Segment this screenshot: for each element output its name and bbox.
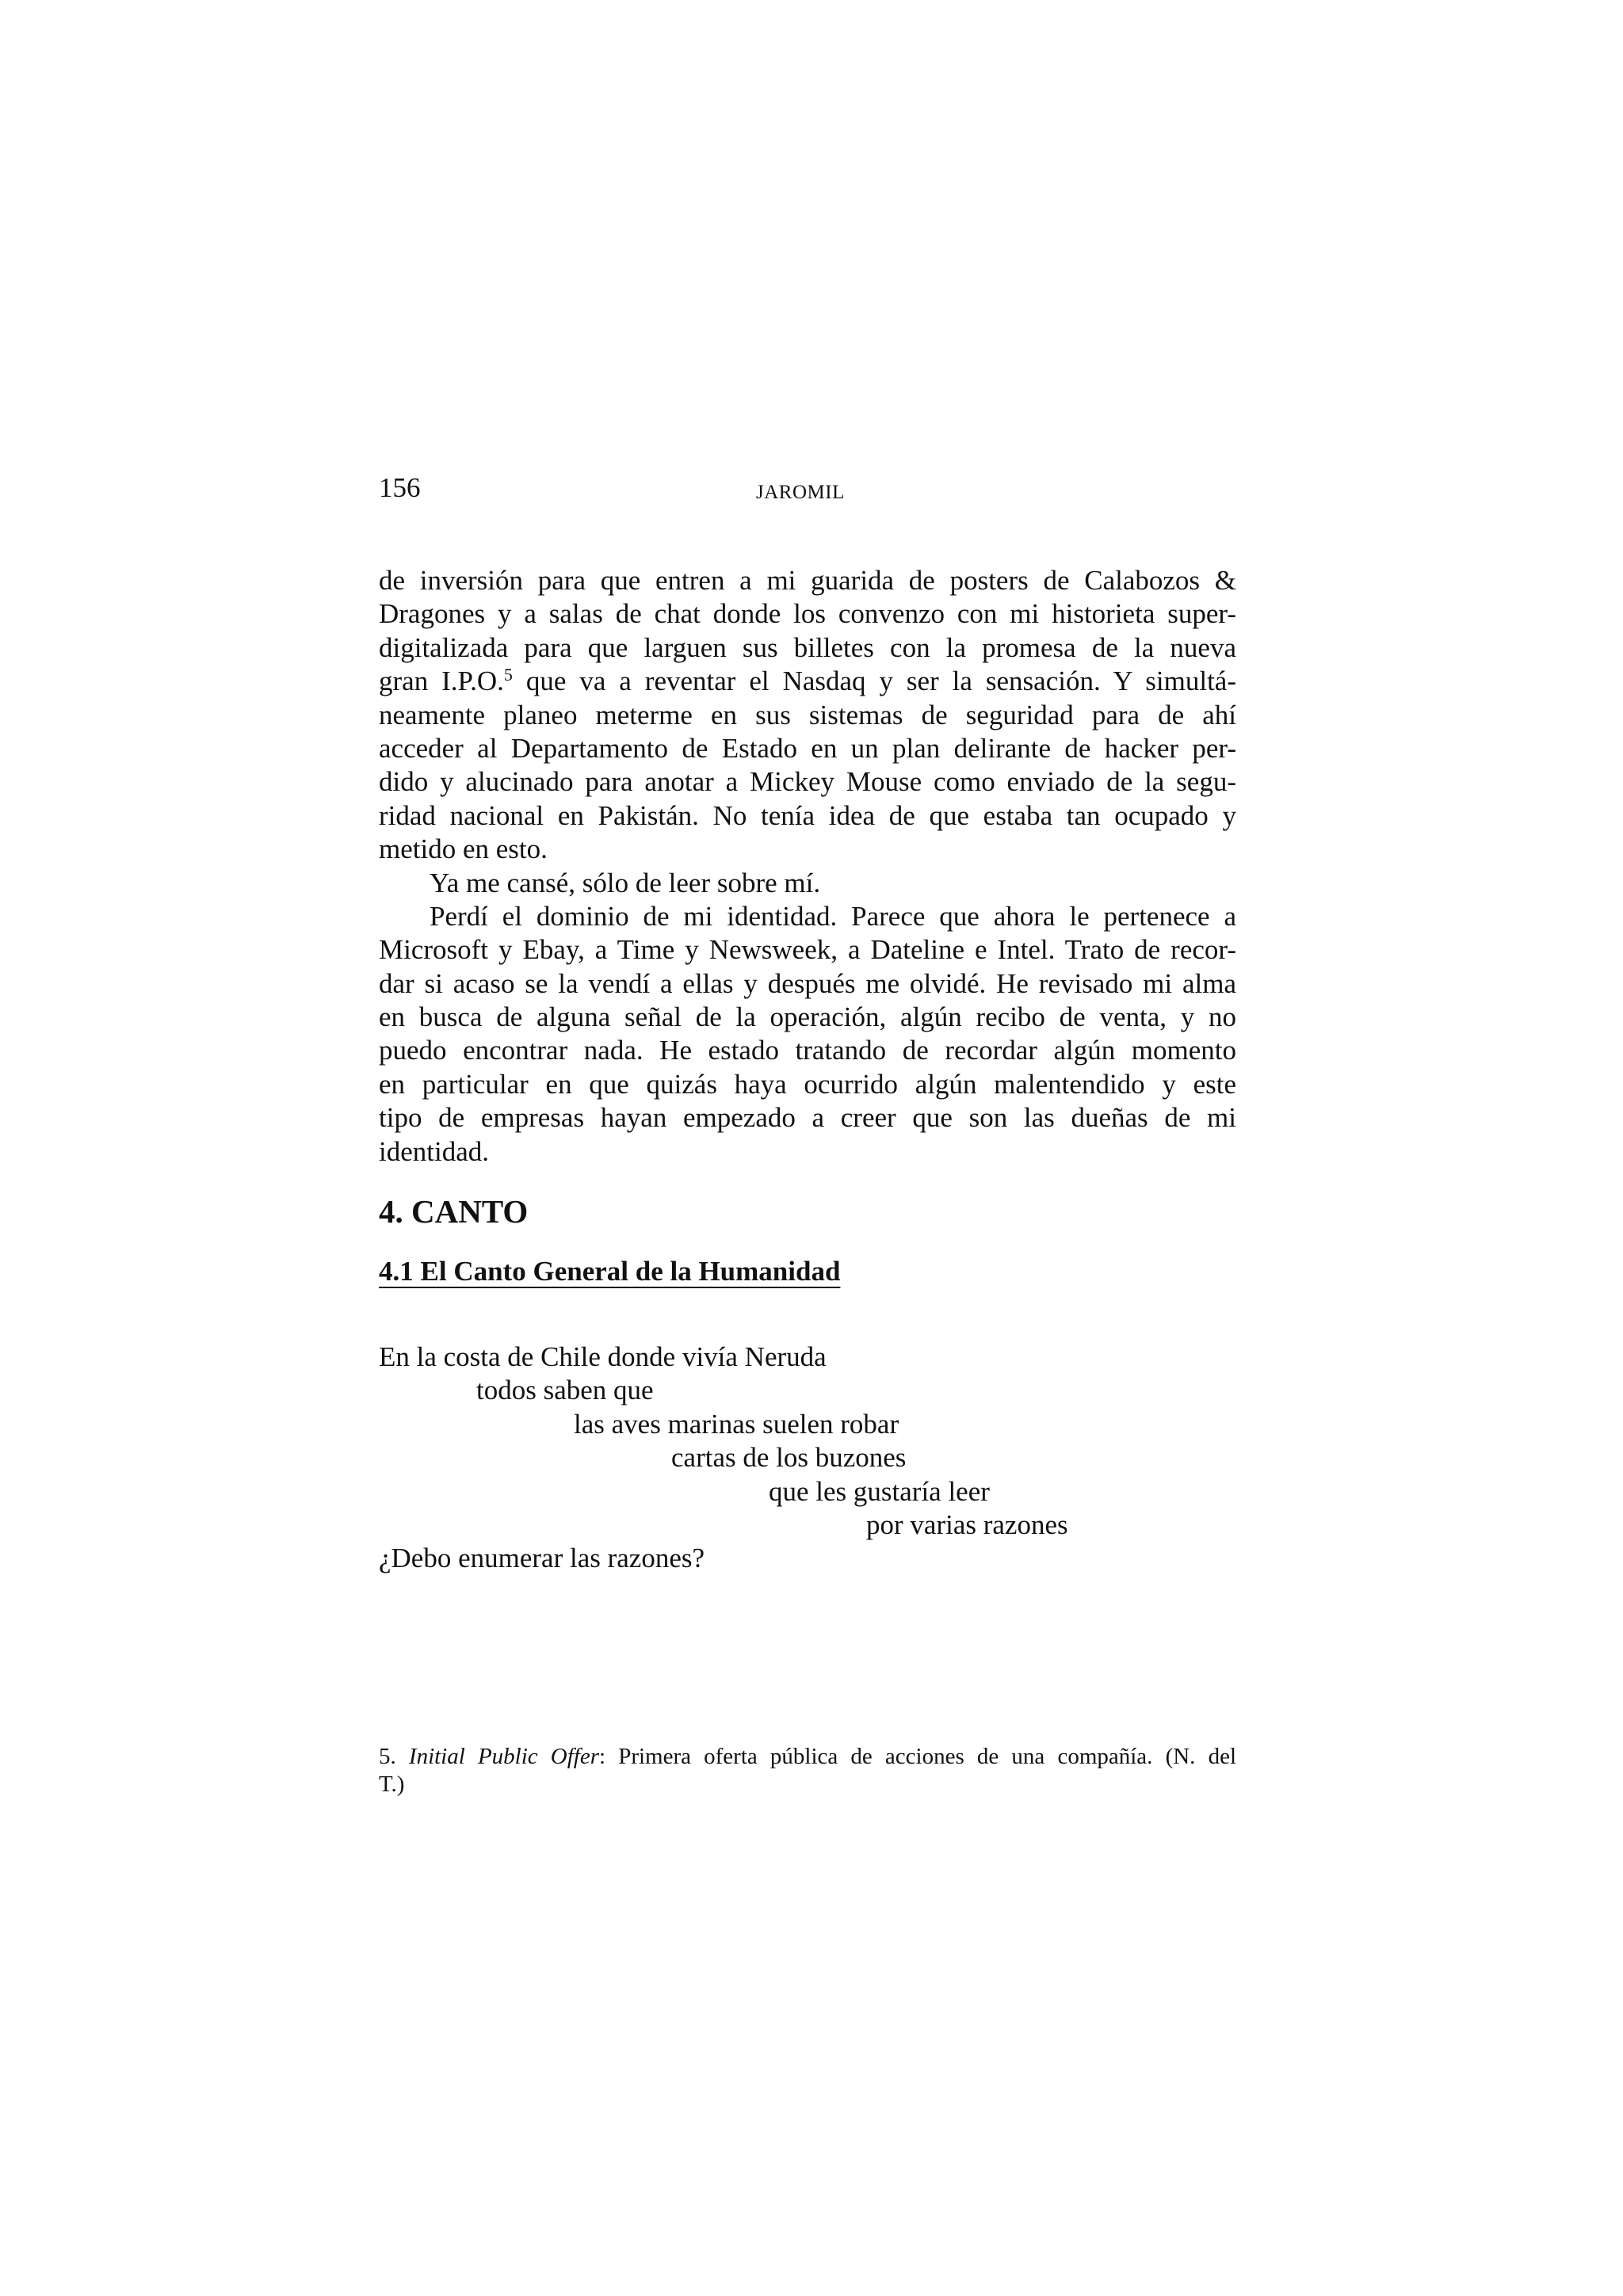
- footnote-line: T.): [379, 1772, 405, 1797]
- body-text: [379, 564, 1236, 1169]
- text-line: Dragones y a salas de chat donde los convenzo con mi historieta super-: [379, 598, 1236, 630]
- text-line: digitalizada para que larguen sus billetes con la promesa de la nueva: [379, 631, 1236, 663]
- footnote-line: [379, 1743, 1236, 1771]
- poem-line: por varias razones: [866, 1508, 1068, 1540]
- footnote-reference[interactable]: 5: [503, 665, 513, 685]
- text-line: Perdí el dominio de mi identidad. Parece que ahora le pertenece a: [430, 900, 1236, 932]
- text-line: neamente planeo meterme en sus sistemas de seguridad para de ahí: [379, 699, 1236, 730]
- poem-line: ¿Debo enumerar las razones?: [379, 1543, 705, 1574]
- text-line: metido en esto.: [379, 833, 548, 865]
- text-line: acceder al Departamento de Estado en un plan delirante de hacker per-: [379, 732, 1236, 764]
- poem: [379, 1341, 1068, 1576]
- page-number: 156: [379, 472, 421, 503]
- text-line-with-footnote-ref: [379, 665, 1236, 698]
- running-head: JAROMIL: [756, 482, 845, 503]
- footnote-text: : Primera oferta pública de acciones de una compañía. (N. del: [599, 1744, 1236, 1769]
- text-line: tipo de empresas hayan empezado a creer que son las dueñas de mi: [379, 1102, 1236, 1134]
- poem-line: cartas de los buzones: [671, 1442, 907, 1474]
- footnote: [379, 1743, 1236, 1798]
- text-line: dido y alucinado para anotar a Mickey Mouse como enviado de la segu-: [379, 766, 1236, 798]
- poem-line: que les gustaría leer: [769, 1475, 990, 1507]
- footnote-number: 5.: [379, 1744, 396, 1769]
- paragraph-2: [379, 867, 1236, 900]
- paragraph-1: [379, 564, 1236, 867]
- text-line: dar si acaso se la vendí a ellas y después me olvidé. He revisado mi alma: [379, 967, 1236, 999]
- text-line: ridad nacional en Pakistán. No tenía idea de que estaba tan ocupado y: [379, 799, 1236, 831]
- section-heading: 4. CANTO: [379, 1193, 529, 1230]
- footnote-term: Initial Public Offer: [408, 1744, 599, 1769]
- text-fragment: que va a reventar el Nasdaq y ser la sensación. Y simultá-: [512, 666, 1236, 697]
- text-line: Microsoft y Ebay, a Time y Newsweek, a Dateline e Intel. Trato de recor-: [379, 934, 1236, 966]
- text-line: puedo encontrar nada. He estado tratando de recordar algún momento: [379, 1035, 1236, 1066]
- text-line: identidad.: [379, 1135, 489, 1167]
- text-line: en busca de alguna señal de la operación, algún recibo de venta, y no: [379, 1001, 1236, 1033]
- subsection-heading: 4.1 El Canto General de la Humanidad: [379, 1256, 841, 1287]
- text-line: en particular en que quizás haya ocurrido algún malentendido y este: [379, 1068, 1236, 1100]
- poem-line: las aves marinas suelen robar: [574, 1408, 899, 1440]
- poem-line: todos saben que: [476, 1375, 654, 1406]
- text-line: de inversión para que entren a mi guarida de posters de Calabozos &: [379, 565, 1236, 596]
- text-line: Ya me cansé, sólo de leer sobre mí.: [430, 867, 821, 898]
- poem-line: En la costa de Chile donde vivía Neruda: [379, 1341, 827, 1372]
- text-fragment: gran I.P.O.: [379, 666, 504, 697]
- paragraph-3: [379, 900, 1236, 1169]
